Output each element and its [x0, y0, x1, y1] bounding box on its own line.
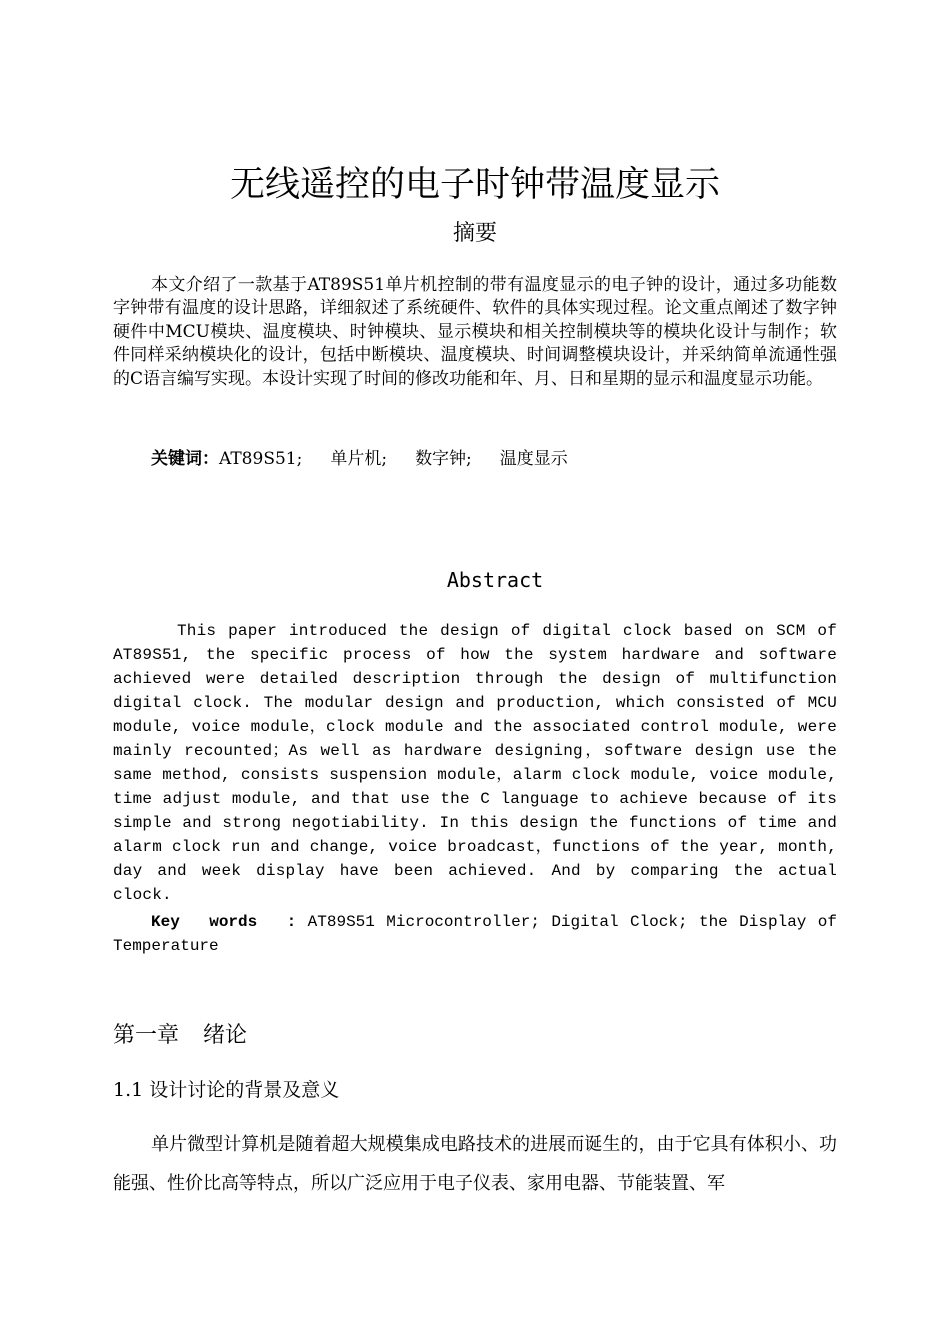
body-paragraph: 单片微型计算机是随着超大规模集成电路技术的进展而诞生的，由于它具有体积小、功能强、性价比高等特点，所以广泛应用于电子仪表、家用电器、节能装置、军 — [113, 1134, 837, 1194]
chapter-title: 绪论 — [203, 1023, 248, 1048]
abstract-en-heading: Abstract — [446, 568, 544, 592]
abstract-zh-heading: 摘要 — [452, 221, 497, 246]
abstract-en-paragraph: This paper introduced the design of digital clock based on SCM of AT89S51, the specific process of how the system hardware and software achieved were detailed description through the design of multifunction digital clock. The modular design and production, which consisted of MCU module, voice module，clock module and the associated control module, were mainly recounted；As well as hardware designing，software design use the same method, consists suspension module，alarm clock module, voice module, time adjust module, and that use the C language to achieve because of its simple and strong negotiability. In this design the functions of time and alarm clock run and change, voice broadcast，functions of the year, month, day and week display have been achieved. And by comparing the actual clock. — [113, 622, 837, 904]
section-heading: 1.1 设计讨论的背景及意义 — [113, 1079, 340, 1101]
keywords-en — [113, 910, 837, 958]
keywords-en-text: AT89S51 Microcontroller; Digital Clock; the Display of Temperature — [113, 913, 838, 955]
keywords-zh — [151, 447, 837, 471]
chapter-number: 第一章 — [113, 1023, 180, 1048]
chapter-heading — [113, 1020, 247, 1052]
keyword-zh-item: 温度显示 — [499, 449, 568, 469]
keywords-en-label: Key words : — [151, 913, 297, 931]
keyword-zh-item: 单片机; — [330, 449, 388, 469]
keywords-zh-label: 关键词： — [151, 449, 219, 469]
keyword-zh-item: AT89S51; — [219, 449, 303, 469]
document-title: 无线遥控的电子时钟带温度显示 — [229, 165, 720, 205]
abstract-zh-paragraph: 本文介绍了一款基于AT89S51单片机控制的带有温度显示的电子钟的设计，通过多功能数字钟带有温度的设计思路，详细叙述了系统硬件、软件的具体实现过程。论文重点阐述了数字钟硬件中MCU模块、温度模块、时钟模块、显示模块和相关控制模块等的模块化设计与制作；软件同样采纳模块化的设计，包括中断模块、温度模块、时间调整模块设计，并采纳简单流通性强的C语言编写实现。本设计实现了时间的修改功能和年、月、日和星期的显示和温度显示功能。 — [113, 275, 837, 389]
keyword-zh-item: 数字钟; — [415, 449, 472, 469]
